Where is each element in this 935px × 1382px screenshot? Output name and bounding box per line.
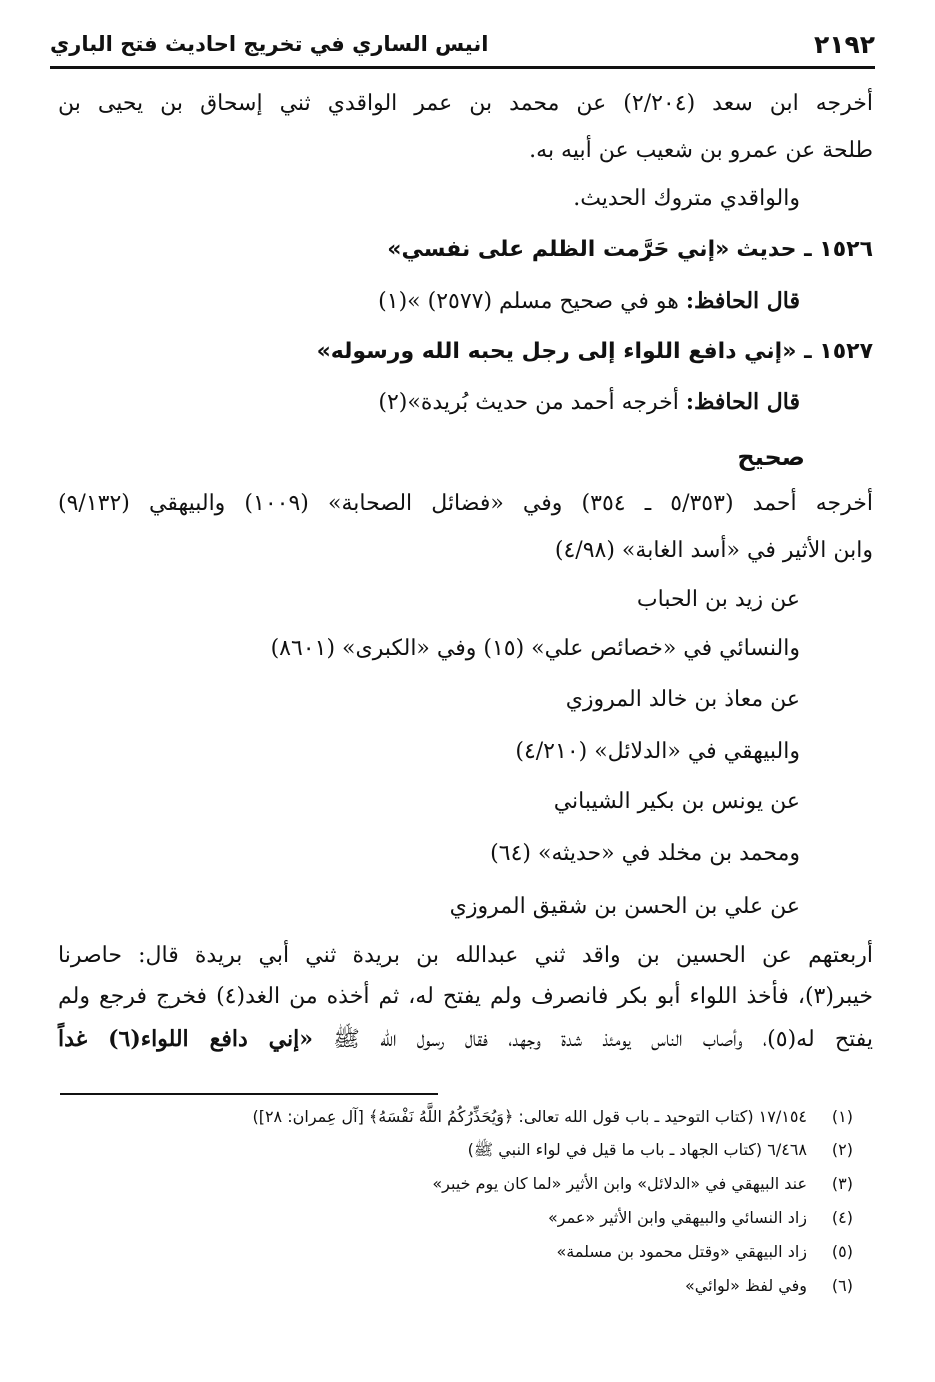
body-line: ومحمد بن مخلد في «حديثه» (٦٤) <box>490 841 800 866</box>
hafiz-text: أخرجه أحمد من حديث بُريدة»(٢) <box>378 390 679 415</box>
page-header <box>50 26 875 69</box>
body-line: أخرجه أحمد (٥/٣٥٣ ـ ٣٥٤) وفي «فضائل الصحابة» (١٠٠٩) والبيهقي (٩/١٣٢) <box>58 491 873 516</box>
footnote-number: (٦) <box>831 1276 853 1295</box>
page-number: ٢١٩٢ <box>813 30 875 59</box>
footnote <box>548 1208 853 1227</box>
running-title: انيس الساري في تخريج احاديث فتح الباري <box>50 32 489 56</box>
hafiz-comment <box>378 287 800 317</box>
body-line: طلحة عن عمرو بن شعيب عن أبيه به. <box>529 138 873 163</box>
body-line: أربعتهم عن الحسين بن واقد ثني عبدالله بن بريدة ثني أبي بريدة قال: حاصرنا <box>58 943 873 968</box>
footnote-number: (٤) <box>831 1208 853 1227</box>
footnote-divider <box>60 1093 438 1095</box>
hadith-1526-title <box>387 236 873 265</box>
hafiz-label: قال الحافظ: <box>685 389 800 415</box>
hafiz-text: هو في صحيح مسلم (٢٥٧٧) »(١) <box>378 289 679 314</box>
hafiz-label: قال الحافظ: <box>685 288 800 314</box>
body-line: والنسائي في «خصائص علي» (١٥) وفي «الكبرى» (٨٦٠١) <box>270 636 800 661</box>
body-line: والبيهقي في «الدلائل» (٤/٢١٠) <box>515 739 800 764</box>
body-line: خيبر(٣)، فأخذ اللواء أبو بكر فانصرف ولم يفتح له، ثم أخذه من الغد(٤) فخرج فرجع ولم <box>58 984 873 1009</box>
footnote <box>468 1140 853 1163</box>
grade-heading: صحيح <box>737 443 805 471</box>
footnote-text: زاد النسائي والبيهقي وابن الأثير «عمر» <box>547 1208 807 1227</box>
footnote-text: ١٧/١٥٤ (كتاب التوحيد ـ باب قول الله تعالى: ﴿وَيُحَذِّرُكُمُ اللَّهُ نَفْسَهُ﴾ [آل عِمران: ٢٨]) <box>252 1107 807 1126</box>
footnote <box>432 1174 853 1193</box>
footnote-text: زاد البيهقي «وقتل محمود بن مسلمة» <box>556 1242 807 1261</box>
hadith-text: «إني حَرَّمت الظلم على نفسي» <box>387 237 730 262</box>
footnote-number: (٢) <box>831 1140 853 1159</box>
footnote-text: ٦/٤٦٨ (كتاب الجهاد ـ باب ما قيل في لواء النبي ﷺ) <box>467 1140 807 1159</box>
body-line: عن علي بن الحسن بن شقيق المروزي <box>449 894 800 919</box>
body-line: وابن الأثير في «أسد الغابة» (٤/٩٨) <box>554 538 873 563</box>
footnote-text: عند البيهقي في «الدلائل» وابن الأثير «لما كان يوم خيبر» <box>432 1174 807 1193</box>
footnote <box>685 1276 853 1295</box>
body-line: عن معاذ بن خالد المروزي <box>565 687 800 712</box>
hafiz-comment <box>378 388 800 418</box>
body-text: يفتح له(٥)، وأصاب الناس يومئذ شدة وجهد، فقال رسول الله ﷺ <box>333 1027 873 1052</box>
footnote-text: وفي لفظ «لوائي» <box>685 1276 807 1295</box>
body-line: والواقدي متروك الحديث. <box>573 186 800 211</box>
body-line: عن زيد بن الحباب <box>636 587 800 612</box>
hadith-number: ١٥٢٦ ـ حديث <box>736 237 873 262</box>
hadith-1527-title: ١٥٢٧ ـ «إني دافع اللواء إلى رجل يحبه الله ورسوله» <box>316 339 873 364</box>
body-line: عن يونس بن بكير الشيباني <box>553 789 800 814</box>
footnote-number: (١) <box>831 1107 853 1126</box>
footnote <box>556 1242 853 1261</box>
hadith-quote: «إني دافع اللواء(٦) غداً <box>58 1026 313 1052</box>
body-line <box>58 1025 873 1055</box>
body-line: أخرجه ابن سعد (٢/٢٠٤) عن محمد بن عمر الواقدي ثني إسحاق بن يحيى بن <box>58 91 873 116</box>
footnote <box>252 1107 853 1126</box>
footnote-number: (٥) <box>831 1242 853 1261</box>
footnote-number: (٣) <box>831 1174 853 1193</box>
